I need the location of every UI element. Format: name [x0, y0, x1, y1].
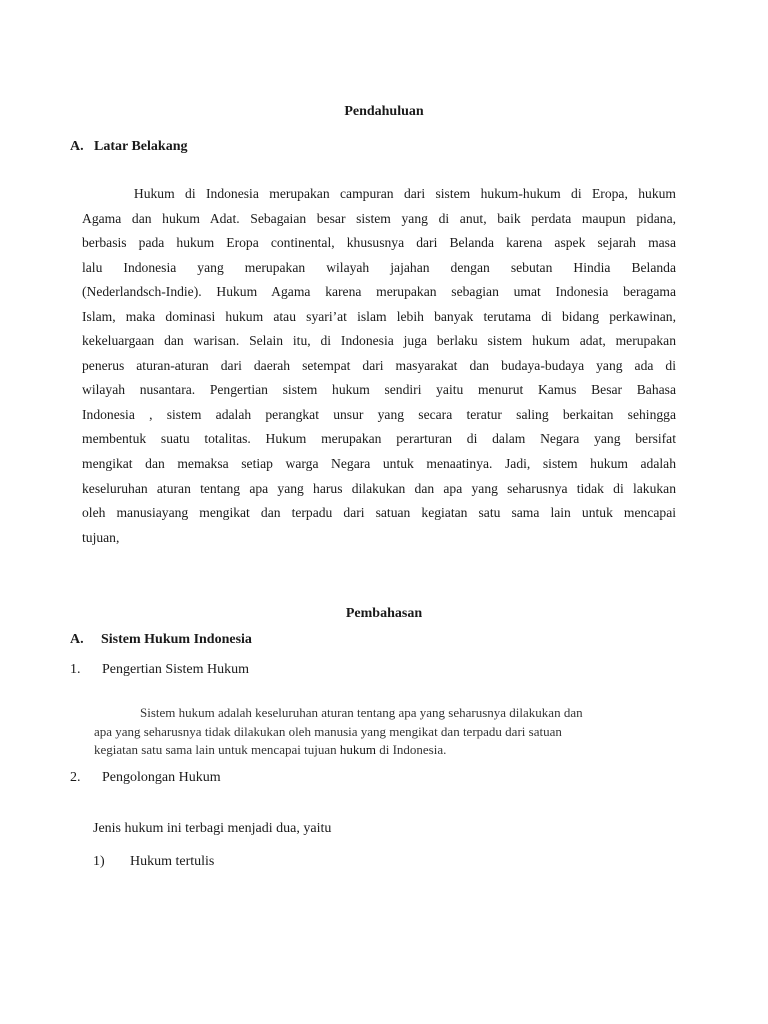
section-number: A. — [70, 139, 84, 154]
paragraph-line: berbasis pada hukum Eropa continental, khususnya dari Belanda karena aspek sejarah masa — [82, 235, 676, 251]
sub-list-item-title: Hukum tertulis — [130, 854, 215, 869]
paragraph-line: keseluruhan aturan tentang apa yang harus dilakukan dan apa yang seharusnya tidak di lakukan — [82, 480, 676, 496]
paragraph-line: wilayah nusantara. Pengertian sistem hukum sendiri yaitu menurut Kamus Besar Bahasa — [82, 382, 676, 398]
paragraph-line: Islam, maka dominasi hukum atau syari’at islam lebih banyak terutama di bidang perkawinan, — [82, 308, 676, 324]
list-item-pengolongan — [70, 770, 221, 786]
paragraph-text: di Indonesia. — [375, 742, 447, 757]
paragraph-line: membentuk suatu totalitas. Hukum merupakan perarturan di dalam Negara yang bersifat — [82, 431, 676, 447]
list-item-pengertian — [70, 662, 249, 678]
paragraph-line: Hukum di Indonesia merupakan campuran dari sistem hukum-hukum di Eropa, hukum — [82, 186, 676, 201]
paragraph-line: Sistem hukum adalah keseluruhan aturan tentang apa yang seharusnya dilakukan dan — [140, 705, 583, 720]
paragraph-line: lalu Indonesia yang merupakan wilayah jajahan dengan sebutan Hindia Belanda — [82, 259, 676, 275]
list-number: 2. — [70, 770, 81, 785]
paragraph-line: oleh manusiayang mengikat dan terpadu dari satuan kegiatan satu sama lain untuk mencapai — [82, 505, 676, 521]
paragraph-line: Indonesia , sistem adalah perangkat unsur yang secara teratur saling berkaitan sehingga — [82, 406, 676, 422]
definition-paragraph — [94, 704, 670, 760]
section-title: Latar Belakang — [94, 139, 188, 154]
section-heading-sistem-hukum — [70, 632, 252, 648]
paragraph-line — [94, 741, 670, 760]
paragraph-text: kegiatan satu sama lain untuk mencapai tujuan — [94, 742, 337, 757]
paragraph-line: mengikat dan memaksa setiap warga Negara untuk menaatinya. Jadi, sistem hukum adalah — [82, 456, 676, 472]
intro-paragraph — [82, 182, 676, 550]
paragraph-line: penerus aturan-aturan dari daerah setempat dari masyarakat dan budaya-budaya yang ada di — [82, 357, 676, 373]
sub-list-number: 1) — [93, 854, 105, 869]
paragraph-line: kekeluargaan dan warisan. Selain itu, di Indonesia juga berlaku sistem hukum adat, merupakan — [82, 333, 676, 349]
section-title: Sistem Hukum Indonesia — [101, 632, 252, 647]
paragraph-line: tujuan, — [82, 529, 120, 545]
section-number: A. — [70, 632, 84, 647]
section-heading-latar-belakang — [70, 139, 187, 155]
list-item-title: Pengertian Sistem Hukum — [102, 662, 249, 677]
list-number: 1. — [70, 662, 81, 677]
highlighted-word: hukum — [339, 742, 376, 757]
intro-heading: Pendahuluan — [344, 104, 424, 119]
sub-list-item-hukum-tertulis — [93, 854, 214, 870]
types-intro-text: Jenis hukum ini terbagi menjadi dua, yaitu — [93, 821, 332, 836]
paragraph-line: apa yang seharusnya tidak dilakukan oleh manusia yang mengikat dan terpadu dari satuan — [94, 723, 562, 739]
discussion-heading: Pembahasan — [345, 606, 423, 621]
list-item-title: Pengolongan Hukum — [102, 770, 221, 785]
paragraph-line: (Nederlandsch-Indie). Hukum Agama karena merupakan sebagian umat Indonesia beragama — [82, 284, 676, 300]
paragraph-line: Agama dan hukum Adat. Sebagaian besar sistem yang di anut, baik perdata maupun pidana, — [82, 210, 676, 226]
